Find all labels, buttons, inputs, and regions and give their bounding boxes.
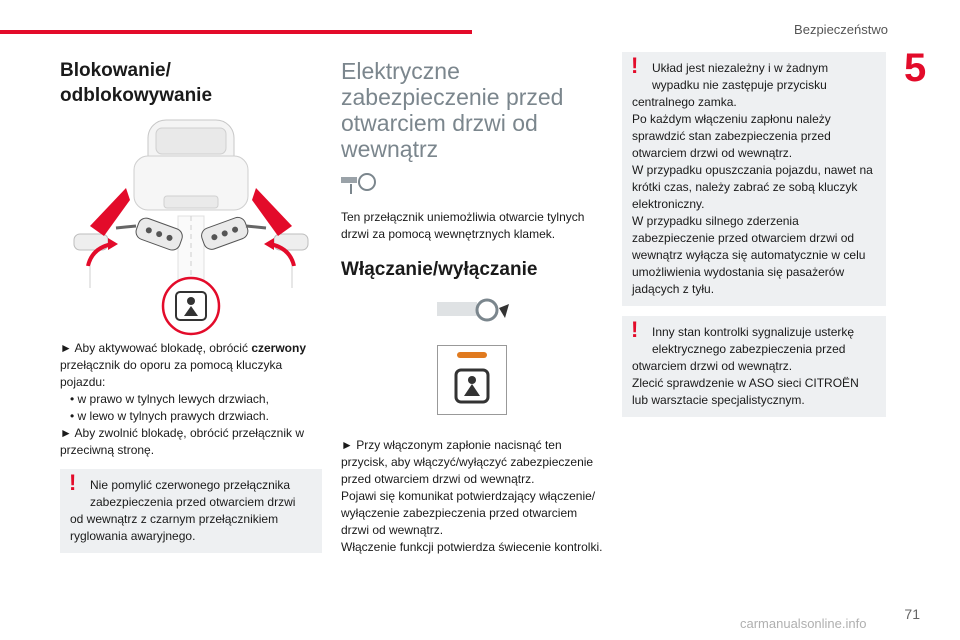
- column-locking: [60, 58, 322, 553]
- warning1-line: W przypadku opuszczania pojazdu, nawet na krótki czas, należy zabrać ze sobą kluczyk elektroniczny.: [632, 163, 873, 211]
- section-title-locking: Blokowanie/ odblokowywanie: [60, 60, 213, 106]
- child-lock-press-instruction: ► Przy włączonym zapłonie nacisnąć ten przycisk, aby włączyć/wyłączyć zabezpieczenie przed otwarciem drzwi od wewnątrz.: [341, 438, 594, 486]
- warning-icon: !: [69, 470, 77, 495]
- section-title-child-lock: Elektryczne zabezpieczenie przed otwarciem drzwi od wewnątrz: [341, 58, 564, 162]
- warning1-first: Układ jest niezależny i w żadnym wypadku nie zastępuje przycisku: [652, 61, 829, 92]
- warning-note-system: [622, 52, 886, 306]
- warning-note-rest: od wewnątrz z czarnym przełącznikiem ryglowania awaryjnego.: [70, 512, 279, 543]
- locking-instruction-text: ► Aby aktywować blokadę, obrócić: [60, 341, 252, 355]
- warning1-line: centralnego zamka.: [632, 95, 737, 109]
- steering-wheel-dash-icon: [437, 298, 513, 328]
- header-red-bar: [0, 30, 472, 34]
- section-subtitle-on-off: Włączanie/wyłączanie: [341, 259, 538, 280]
- red-switch-word: czerwony: [251, 341, 306, 355]
- warning1-line: W przypadku silnego zderzenia zabezpieczenie przed otwarciem drzwi od wewnątrz wyłącza się automatycznie w celu umożliwienia wydostania się pasażerów jadących z tyłu.: [632, 214, 866, 296]
- warning-note-fault: [622, 316, 886, 417]
- warning-note-switch: [60, 469, 322, 553]
- car-steering-small-icon: [341, 170, 377, 198]
- chapter-number: 5: [904, 46, 927, 90]
- warning-icon: !: [631, 317, 639, 342]
- child-lock-button[interactable]: [437, 345, 507, 415]
- page-number: 71: [904, 606, 920, 622]
- locking-instruction-text-end: przełącznik do oporu za pomocą kluczyka pojazdu:: [60, 358, 283, 389]
- warning2-line: otwarciem drzwi od wewnątrz.: [632, 359, 793, 373]
- warning-note-first: Nie pomylić czerwonego przełącznika zabezpieczenia przed otwarciem drzwi: [90, 478, 296, 509]
- locking-instruction: [60, 340, 322, 391]
- child-lock-icon: [452, 366, 492, 406]
- warning1-line: Po każdym włączeniu zapłonu należy sprawdzić stan zabezpieczenia przed otwarciem drzwi od wewnątrz.: [632, 112, 831, 160]
- warning2-first: Inny stan kontrolki sygnalizuje usterkę elektrycznego zabezpieczenia przed: [652, 325, 855, 356]
- steering-wheel-icon: [341, 170, 603, 203]
- warning2-line: Zlecić sprawdzenie w ASO sieci CITROËN lub warsztacie specjalistycznym.: [632, 376, 859, 407]
- column-warnings: [622, 52, 886, 417]
- warning-icon: !: [631, 53, 639, 78]
- car-doors-diagram-icon: [60, 116, 322, 336]
- unlocking-instruction: ► Aby zwolnić blokadę, obrócić przełącznik w przeciwną stronę.: [60, 426, 304, 457]
- child-lock-indicator-info: Włączenie funkcji potwierdza świecenie kontrolki.: [341, 540, 603, 554]
- bullet-left-door: • w prawo w tylnych lewych drzwiach,: [70, 392, 269, 406]
- watermark: carmanualsonline.info: [740, 616, 867, 631]
- column-child-lock: [341, 58, 603, 556]
- bullet-right-door: • w lewo w tylnych prawych drzwiach.: [70, 409, 269, 423]
- button-indicator-light: [457, 352, 487, 358]
- car-rear-illustration: [60, 116, 322, 336]
- child-lock-message: Pojawi się komunikat potwierdzający włączenie/ wyłączenie zabezpieczenia przed otwarciem drzwi od wewnątrz.: [341, 489, 596, 537]
- chapter-title: Bezpieczeństwo: [794, 22, 888, 37]
- child-lock-intro: Ten przełącznik uniemożliwia otwarcie tylnych drzwi za pomocą wewnętrznych klamek.: [341, 210, 585, 241]
- dashboard-steering-icon: [437, 298, 603, 333]
